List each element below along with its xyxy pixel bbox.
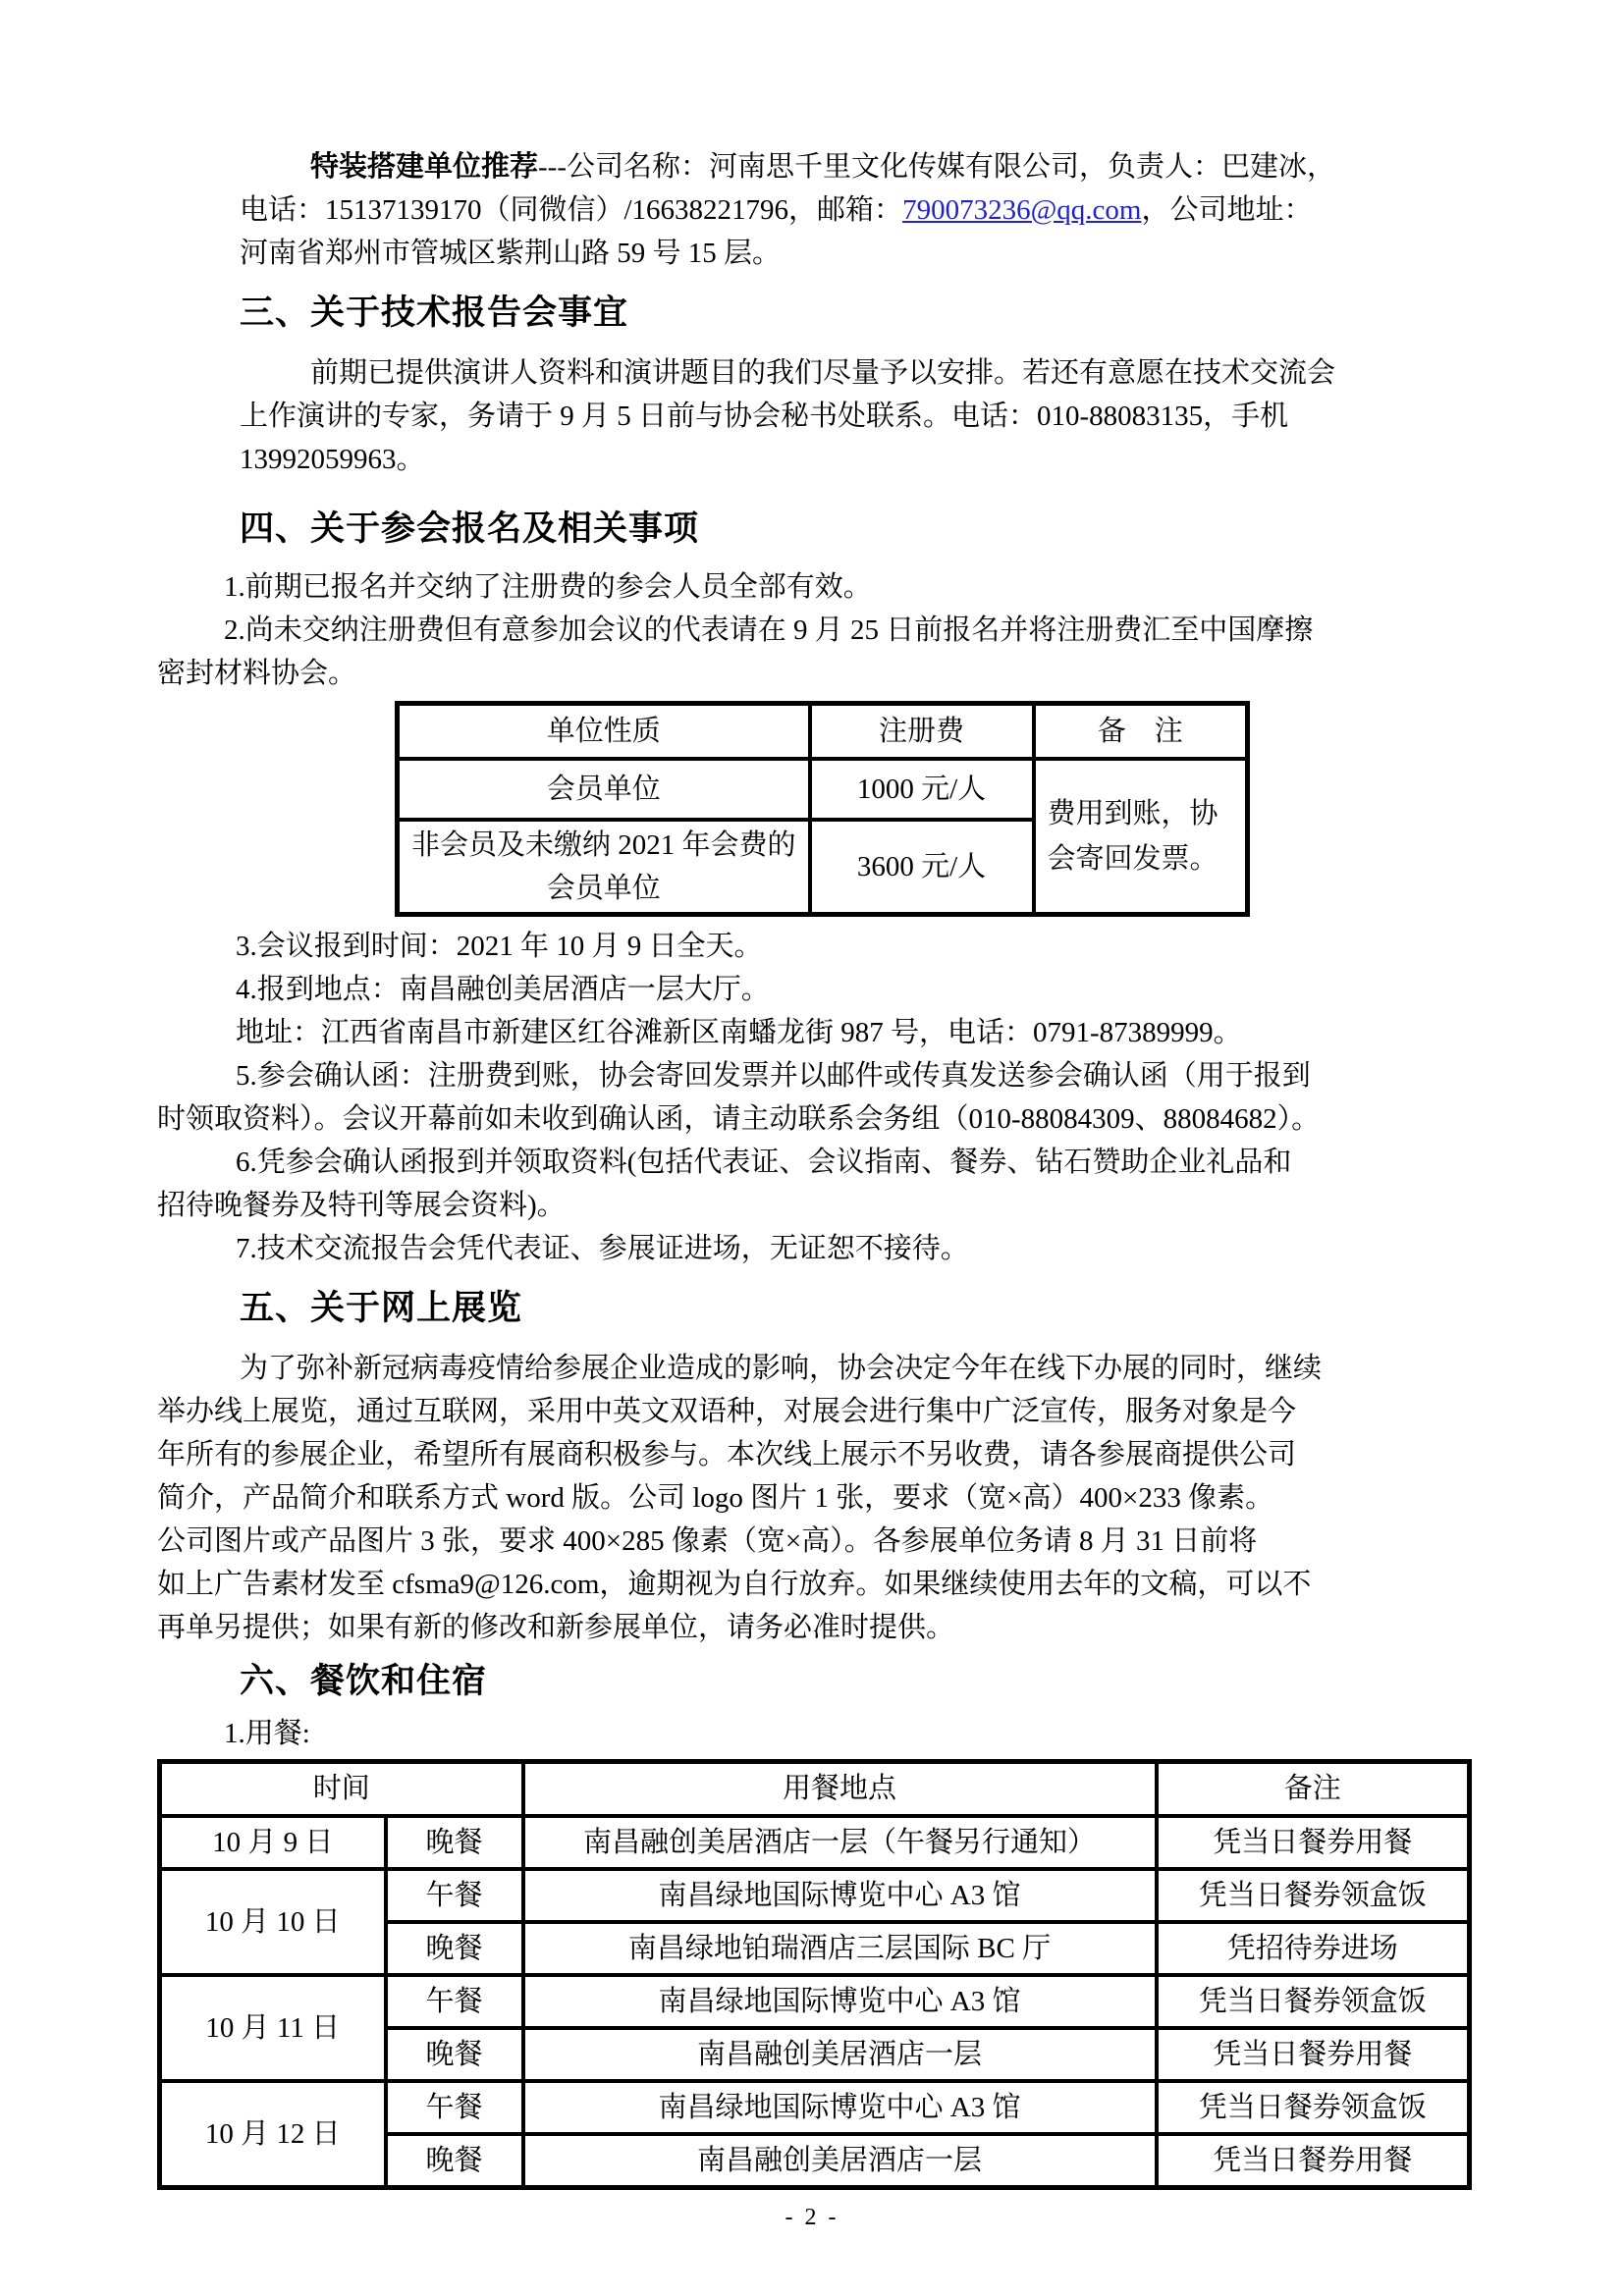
meal-row-oct10-lunch: [160, 1869, 1470, 1922]
intro-line-1-rest: ---公司名称：河南思千里文化传媒有限公司，负责人：巴建冰，: [538, 151, 1335, 183]
meal-table-header-row: [160, 1761, 1470, 1816]
section4-item-3: 3.会议报到时间：2021 年 10 月 9 日全天。: [236, 930, 763, 962]
section4-item-7: 7.技术交流报告会凭代表证、参展证进场，无证恕不接待。: [236, 1232, 969, 1264]
meal-date: 10 月 11 日: [160, 1975, 386, 2081]
meal-note: 凭招待券进场: [1157, 1922, 1470, 1975]
section4-item-2-line-2: 密封材料协会。: [157, 658, 357, 689]
section5-line-7: 再单另提供；如果有新的修改和新参展单位，请务必准时提供。: [157, 1611, 955, 1643]
meal-header-place: 用餐地点: [523, 1761, 1157, 1816]
meal-label: 1.用餐:: [224, 1717, 310, 1749]
registration-table-header-row: [398, 704, 1248, 759]
section4-item-5-line-1: 5.参会确认函：注册费到账，协会寄回发票并以邮件或传真发送参会确认函（用于报到: [236, 1059, 1311, 1092]
intro-line-3: 河南省郑州市管城区紫荆山路 59 号 15 层。: [240, 238, 782, 269]
email-link[interactable]: 790073236@qq.com: [902, 194, 1142, 226]
meal-place: 南昌绿地国际博览中心 A3 馆: [523, 2081, 1157, 2134]
reg-header-remark: 备 注: [1034, 704, 1248, 759]
meal-note: 凭当日餐券用餐: [1157, 2028, 1470, 2081]
meal-type: 午餐: [386, 1975, 523, 2028]
section4-item-4-address: 地址：江西省南昌市新建区红谷滩新区南蟠龙街 987 号，电话：0791-87389999。: [236, 1016, 1242, 1048]
reg-cell-note: 费用到账，协会寄回发票。: [1034, 759, 1248, 915]
meal-place: 南昌绿地铂瑞酒店三层国际 BC 厅: [523, 1922, 1157, 1975]
meal-date: 10 月 12 日: [160, 2081, 386, 2187]
section4-item-5-line-2: 时领取资料）。会议开幕前如未收到确认函，请主动联系会务组（010-88084309、88084682）。: [157, 1102, 1321, 1135]
meal-note: 凭当日餐券领盒饭: [1157, 1975, 1470, 2028]
section5-line-3: 年所有的参展企业，希望所有展商积极参与。本次线上展示不另收费，请各参展商提供公司: [157, 1438, 1297, 1470]
section5-line-2: 举办线上展览，通过互联网，采用中英文双语种，对展会进行集中广泛宣传，服务对象是今: [157, 1395, 1297, 1427]
reg-header-fee: 注册费: [810, 704, 1034, 759]
section4-title: 四、关于参会报名及相关事项: [240, 509, 700, 548]
section4-item-6-line-1: 6.凭参会确认函报到并领取资料(包括代表证、会议指南、餐券、钻石赞助企业礼品和: [236, 1146, 1292, 1178]
meal-note: 凭当日餐券用餐: [1157, 1816, 1470, 1869]
meal-row-oct9-dinner: [160, 1816, 1470, 1869]
meal-type: 晚餐: [386, 2028, 523, 2081]
meal-place: 南昌融创美居酒店一层: [523, 2028, 1157, 2081]
page-number: - 2 -: [785, 2205, 839, 2230]
reg-cell-nonmember-fee: 3600 元/人: [810, 820, 1034, 915]
meal-header-remark: 备注: [1157, 1761, 1470, 1816]
meal-note: 凭当日餐券用餐: [1157, 2134, 1470, 2187]
meal-type: 午餐: [386, 2081, 523, 2134]
meal-type: 晚餐: [386, 1922, 523, 1975]
section5-line-5: 公司图片或产品图片 3 张，要求 400×285 像素（宽×高）。各参展单位务请 8 月 31 日前将: [157, 1524, 1258, 1557]
section3-title: 三、关于技术报告会事宜: [240, 294, 629, 332]
registration-fee-table: [395, 701, 1250, 917]
reg-header-unit-type: 单位性质: [398, 704, 810, 759]
meal-type: 晚餐: [386, 1816, 523, 1869]
meal-type: 晚餐: [386, 2134, 523, 2187]
meal-note: 凭当日餐券领盒饭: [1157, 1869, 1470, 1922]
section3-line-1: 前期已提供演讲人资料和演讲题目的我们尽量予以安排。若还有意愿在技术交流会: [310, 357, 1336, 389]
section6-title: 六、餐饮和住宿: [240, 1661, 488, 1700]
section5-line-1: 为了弥补新冠病毒疫情给参展企业造成的影响，协会决定今年在线下办展的同时，继续: [240, 1352, 1323, 1384]
meal-date: 10 月 10 日: [160, 1869, 386, 1975]
intro-line-1: [157, 145, 1469, 188]
meal-row-oct11-lunch: [160, 1975, 1470, 2028]
intro-line-2-post: ，公司地址：: [1141, 194, 1313, 226]
section5-line-6: 如上广告素材发至 cfsma9@126.com，逾期视为自行放弃。如果继续使用去年的文稿，可以不: [157, 1568, 1312, 1600]
reg-cell-nonmember-unit: 非会员及未缴纳 2021 年会费的会员单位: [398, 820, 810, 915]
intro-line-2: [157, 188, 1469, 232]
section4-item-2-line-1: 2.尚未交纳注册费但有意参加会议的代表请在 9 月 25 日前报名并将注册费汇至中国摩擦: [224, 614, 1314, 646]
intro-bold-lead: 特装搭建单位推荐: [310, 151, 539, 183]
meal-place: 南昌融创美居酒店一层（午餐另行通知）: [523, 1816, 1157, 1869]
section3-line-3: 13992059963。: [240, 444, 425, 475]
section4-item-6-line-2: 招待晚餐券及特刊等展会资料)。: [157, 1189, 566, 1221]
section5-title: 五、关于网上展览: [240, 1288, 523, 1327]
reg-cell-member-unit: 会员单位: [398, 759, 810, 820]
meal-date: 10 月 9 日: [160, 1816, 386, 1869]
section5-line-4: 简介，产品简介和联系方式 word 版。公司 logo 图片 1 张，要求（宽×高）400×233 像素。: [157, 1481, 1274, 1514]
meal-type: 午餐: [386, 1869, 523, 1922]
section3-line-2: 上作演讲的专家，务请于 9 月 5 日前与协会秘书处联系。电话：010-88083135，手机: [240, 400, 1289, 432]
meal-place: 南昌融创美居酒店一层: [523, 2134, 1157, 2187]
section4-item-1: 1.前期已报名并交纳了注册费的参会人员全部有效。: [224, 571, 872, 603]
intro-line-2-pre: 电话：15137139170（同微信）/16638221796，邮箱：: [240, 194, 903, 226]
reg-cell-member-fee: 1000 元/人: [810, 759, 1034, 820]
meal-header-time: 时间: [160, 1761, 523, 1816]
meal-row-oct12-lunch: [160, 2081, 1470, 2134]
meal-place: 南昌绿地国际博览中心 A3 馆: [523, 1869, 1157, 1922]
meal-note: 凭当日餐券领盒饭: [1157, 2081, 1470, 2134]
meal-place: 南昌绿地国际博览中心 A3 馆: [523, 1975, 1157, 2028]
meal-schedule-table: [157, 1759, 1472, 2190]
section4-item-4: 4.报到地点：南昌融创美居酒店一层大厅。: [236, 973, 770, 1005]
registration-table-row-member: [398, 759, 1248, 820]
